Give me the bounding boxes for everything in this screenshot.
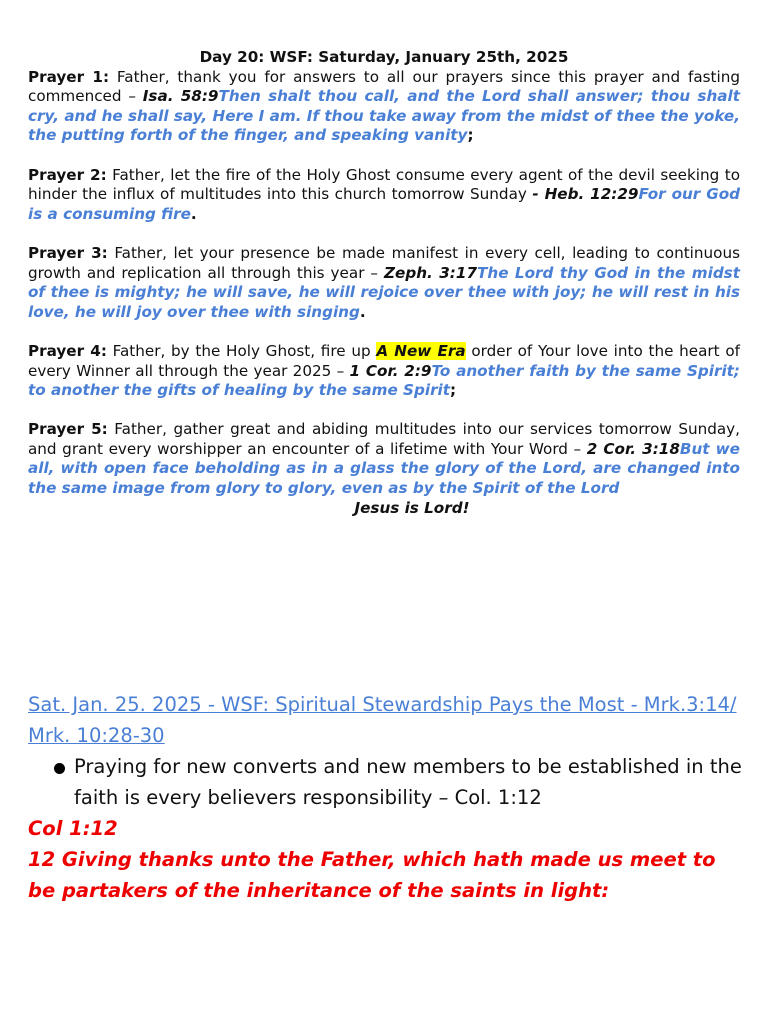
prayer-text: Father, thank you for answers to all our prayers since this prayer and fasting commenced – [28, 67, 740, 106]
highlighted-phrase: A New Era [376, 341, 466, 360]
scripture-verse: But we all, with open face beholding as in a glass the glory of the Lord, are changed into the same image from glory to glory, even as by the Spirit of the Lord [28, 439, 740, 498]
scripture-verse: To another faith by the same Spirit; to another the gifts of healing by the same Spirit [28, 361, 740, 400]
bullet-item [28, 751, 748, 813]
prayer-3 [28, 244, 740, 322]
scripture-reference: 1 Cor. 2:9 [349, 361, 432, 380]
prayer-label: Prayer 1: [28, 67, 110, 86]
day-title: Day 20: WSF: Saturday, January 25th, 2025 [199, 48, 569, 66]
scripture-reference: 2 Cor. 3:18 [586, 439, 680, 458]
prayer-label: Prayer 5: [28, 420, 108, 439]
prayer-end-punctuation: . [359, 302, 366, 321]
verse-text: 12 Giving thanks unto the Father, which hath made us meet to be partakers of the inheritance of the saints in light: [28, 848, 716, 902]
prayer-2 [28, 166, 740, 225]
bullet-text: Praying for new converts and new members to be established in the faith is every believers responsibility – Col. 1:12 [74, 755, 742, 809]
prayer-label: Prayer 2: [28, 165, 107, 184]
prayer-4 [28, 342, 740, 401]
prayer-text: Father, let your presence be made manifest in every cell, leading to continuous growth and replication all through this year – [28, 243, 740, 282]
scripture-reference: Zeph. 3:17 [384, 263, 478, 282]
prayer-text: Father, gather great and abiding multitudes into our services tomorrow Sunday, and grant every worshipper an encounter of a lifetime with Your Word – [28, 420, 740, 458]
prayer-sheet [28, 48, 740, 518]
scripture-reference: - Heb. 12:29 [532, 185, 639, 204]
prayer-text: Father, let the fire of the Holy Ghost consume every agent of the devil seeking to hinder the influx of multitudes into this church tomorrow Sunday [28, 165, 740, 204]
prayer-5 [28, 420, 740, 498]
prayer-1 [28, 68, 740, 146]
study-section [28, 689, 748, 906]
prayer-text: Father, by the Holy Ghost, fire up [106, 341, 377, 360]
prayer-text-continued: order of Your love into the heart of every Winner all through the year 2025 – [28, 341, 740, 380]
prayer-label: Prayer 3: [28, 243, 108, 262]
closing-line: Jesus is Lord! [354, 498, 470, 517]
prayer-end-punctuation: ; [450, 381, 457, 400]
scripture-reference: Isa. 58:9 [142, 87, 219, 106]
scripture-verse: The Lord thy God in the midst of thee is mighty; he will save, he will rejoice over thee with joy; he will rest in his love, he will joy over thee with singing [28, 263, 740, 321]
verse-reference: Col 1:12 [28, 817, 118, 840]
prayer-end-punctuation: . [190, 204, 197, 223]
prayer-end-punctuation: ; [467, 126, 474, 145]
bullet-dot-icon [54, 763, 65, 774]
scripture-verse: Then shalt thou call, and the Lord shall answer; thou shalt cry, and he shall say, Here I am. If thou take away from the midst of thee the yoke, the putting forth of the finger, and speaking vanity [28, 87, 740, 145]
scripture-verse: For our God is a consuming fire [28, 185, 741, 223]
study-heading: Sat. Jan. 25. 2025 - WSF: Spiritual Stewardship Pays the Most - Mrk.3:14/ Mrk. 10:28-30 [28, 693, 737, 747]
prayer-label: Prayer 4: [28, 341, 107, 360]
